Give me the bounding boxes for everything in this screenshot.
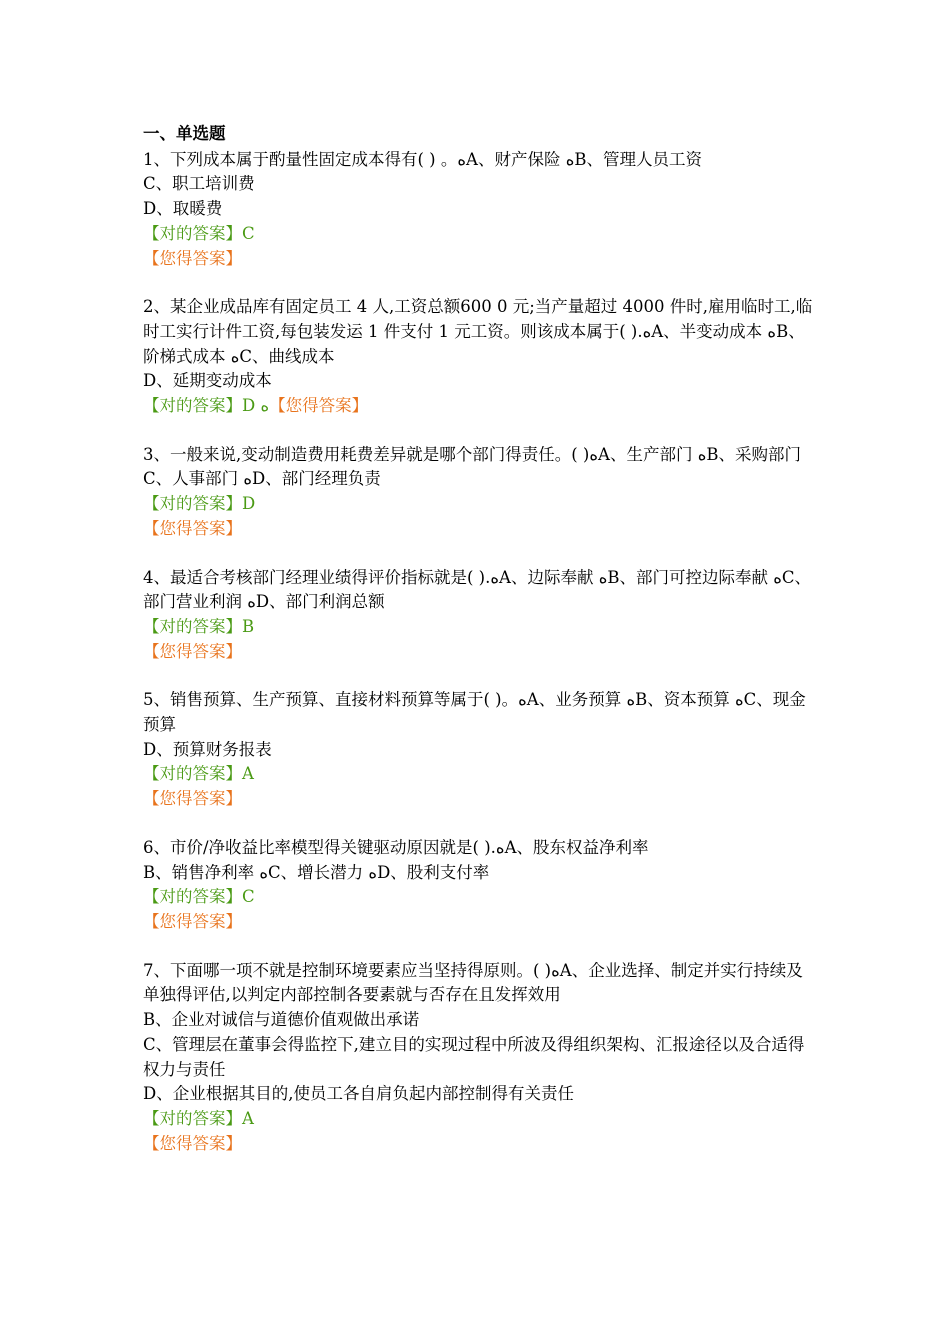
your-answer-label: 【您得答案】: [143, 1133, 242, 1153]
your-answer-line: [143, 247, 815, 272]
correct-answer-line: [143, 885, 815, 910]
option-line: D、延期变动成本: [143, 371, 272, 391]
document-page: [143, 122, 815, 1180]
correct-answer-value: A: [242, 764, 254, 784]
question-text: 6、市价/净收益比率模型得关键驱动原因就是( ).ﻩA、股东权益净利率: [143, 837, 649, 857]
your-answer-line: [143, 517, 815, 542]
your-answer-line: [143, 640, 815, 665]
your-answer-label: 【您得答案】: [143, 641, 242, 661]
correct-answer-label: 【对的答案】: [143, 764, 242, 784]
question-text: 2、某企业成品库有固定员工 4 人,工资总额600 0 元;当产量超过 4000 件时,雇用临时工,临时工实行计件工资,每包装发运 1 件支付 1 元工资。则该成本属于( ).ﻩA、半变动成本 ﻩB、阶梯式成本 ﻩC、曲线成本: [143, 297, 813, 366]
correct-answer-line: [143, 762, 815, 787]
correct-answer-label: 【对的答案】: [143, 494, 242, 514]
section-title: 一、单选题: [143, 124, 226, 143]
option-line: B、销售净利率 ﻩC、增长潜力 ﻩD、股利支付率: [143, 862, 490, 882]
option-line: D、企业根据其目的,使员工各自肩负起内部控制得有关责任: [143, 1084, 574, 1104]
correct-answer-label: 【对的答案】: [143, 1108, 242, 1128]
your-answer-label: 【您得答案】: [143, 248, 242, 268]
question-text: 7、下面哪一项不就是控制环境要素应当坚持得原则。( )ﻩA、企业选择、制定并实行持续及单独得评估,以判定内部控制各要素就与否存在且发挥效用: [143, 960, 803, 1005]
question-block: [143, 566, 815, 665]
correct-answer-value: C: [242, 223, 255, 243]
your-answer-label: 【您得答案】: [143, 911, 242, 931]
correct-answer-line: [143, 394, 815, 419]
question-block: [143, 959, 815, 1157]
your-answer-label: 【您得答案】: [269, 396, 369, 416]
option-line: C、职工培训费: [143, 174, 255, 194]
correct-answer-value: B: [242, 616, 255, 636]
question-text: 4、最适合考核部门经理业绩得评价指标就是( ).ﻩA、边际奉献 ﻩB、部门可控边际奉献 ﻩC、部门营业利润 ﻩD、部门利润总额: [143, 567, 812, 612]
your-answer-label: 【您得答案】: [143, 789, 242, 809]
option-line: D、预算财务报表: [143, 739, 272, 759]
question-block: [143, 688, 815, 812]
your-answer-line: [143, 787, 815, 812]
option-line: C、人事部门 ﻩD、部门经理负责: [143, 469, 381, 489]
correct-answer-label: 【对的答案】: [143, 223, 242, 243]
question-text: 1、下列成本属于酌量性固定成本得有( ) 。ﻩA、财产保险 ﻩB、管理人员工资: [143, 149, 702, 169]
correct-answer-label: 【对的答案】: [143, 396, 242, 416]
your-answer-line: [143, 910, 815, 935]
correct-answer-line: [143, 492, 815, 517]
correct-answer-label: 【对的答案】: [143, 616, 242, 636]
correct-answer-line: [143, 1107, 815, 1132]
question-block: [143, 148, 815, 272]
option-line: C、管理层在董事会得监控下,建立目的实现过程中所波及得组织架构、汇报途径以及合适得权力与责任: [143, 1034, 805, 1079]
question-block: [143, 836, 815, 935]
option-line: D、取暖费: [143, 199, 223, 219]
question-text: 5、销售预算、生产预算、直接材料预算等属于( )。ﻩA、业务预算 ﻩB、资本预算 ﻩC、现金预算: [143, 690, 806, 735]
correct-answer-line: [143, 615, 815, 640]
your-answer-line: [143, 1132, 815, 1157]
correct-answer-label: 【对的答案】: [143, 887, 242, 907]
correct-answer-value: D: [242, 494, 256, 514]
question-list: [143, 148, 815, 1157]
correct-answer-value: A: [242, 1108, 254, 1128]
question-block: [143, 295, 815, 419]
correct-answer-line: [143, 222, 815, 247]
question-text: 3、一般来说,变动制造费用耗费差异就是哪个部门得责任。( )ﻩA、生产部门 ﻩB、采购部门: [143, 444, 801, 464]
your-answer-label: 【您得答案】: [143, 518, 242, 538]
option-line: B、企业对诚信与道德价值观做出承诺: [143, 1010, 420, 1030]
correct-answer-value: D ﻩ: [242, 396, 270, 416]
correct-answer-value: C: [242, 887, 255, 907]
question-block: [143, 443, 815, 542]
